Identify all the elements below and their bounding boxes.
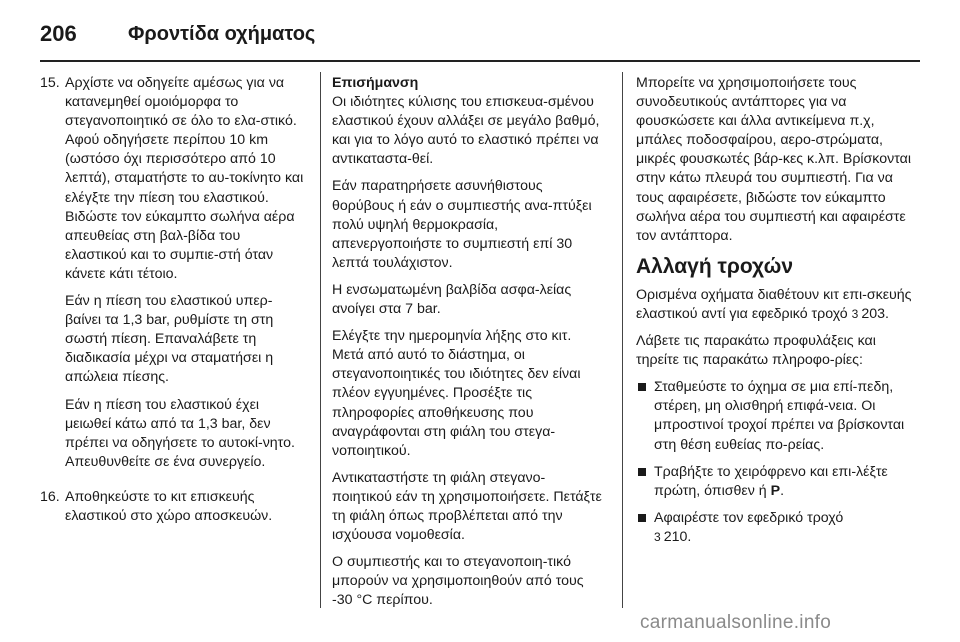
bullet-square-icon <box>638 514 646 522</box>
note-paragraph-2: Εάν παρατηρήσετε ασυνήθιστους θορύβους ή εάν ο συμπιεστής ανα-πτύξει πολύ υψηλή θερμοκρασία, απενεργοποιήστε το συμπιεστή επί 30 λεπτά τουλάχιστον. <box>332 178 592 271</box>
bullet-square-icon <box>638 468 646 476</box>
kit-paragraph <box>636 286 921 324</box>
note-paragraph-4: Ελέγξτε την ημερομηνία λήξης στο κιτ. Μετά από αυτό το διάστημα, οι στεγανοποιητικές του ιδιότητες δεν είναι πλέον εγγυημένες. Προσέξτε τις πληροφορίες αποθήκευσης που αναγράφονται στη φιάλη του στεγα-νοποιητικού. <box>332 328 581 459</box>
step-16-paragraph-1: Αποθηκεύστε το κιτ επισκευής ελαστικού στο χώρο αποσκευών. <box>65 488 273 524</box>
step-15-paragraph-2: Εάν η πίεση του ελαστικού υπερ-βαίνει τα 1,3 bar, ρυθμίστε τη στη σωστή πίεση. Επαναλάβετε τη διαδικασία μέχρι να σταματήσει η απώλεια πίεσης. <box>65 293 274 386</box>
column-1 <box>40 74 305 542</box>
step-15 <box>40 74 305 480</box>
step-15-paragraph-1: Αρχίστε να οδηγείτε αμέσως για να κατανεμηθεί ομοιόμορφα το στεγανοποιητικό σε όλο το ελα-στικό. Αφού οδηγήσετε περίπου 10 km (ωστόσο όχι περισσότερο από 10 λεπτά), σταματήστε το αυ-τοκίνητο και ελέγξτε την πίεση του ελαστικού. Βιδώστε τον εύκαμπτο σωλήνα αέρα απευθείας στη βαλ-βίδα του ελαστικού και το συμπιε-στή όταν κάνετε κάτι τέτοιο. <box>65 75 304 282</box>
bullet-square-icon <box>638 383 646 391</box>
page-number: 206 <box>40 21 77 46</box>
column-divider-2 <box>622 72 623 608</box>
step-number: 15. <box>40 75 60 91</box>
note-paragraph-5: Αντικαταστήστε τη φιάλη στεγανο-ποιητικού εάν τη χρησιμοποιήσετε. Πετάξτε τη φιάλη όπως προβλέπεται από την ισχύουσα νομοθεσία. <box>332 469 602 544</box>
page-ref-link[interactable]: 210. <box>663 528 692 545</box>
note-paragraph-6: Ο συμπιεστής και το στεγανοποιη-τικό μπορούν να χρησιμοποιηθούν από τους -30 °C περίπου. <box>332 554 584 609</box>
step-number: 16. <box>40 488 60 505</box>
column-divider-1 <box>320 72 321 608</box>
page-title: Φροντίδα οχήματος <box>128 22 316 45</box>
page-ref-icon: 3 <box>851 306 859 321</box>
page-ref-link[interactable]: 203. <box>861 305 889 322</box>
section-heading-wheel-change: Αλλαγή τροχών <box>636 254 794 278</box>
step-16 <box>40 488 305 534</box>
page-ref-icon: 3 <box>654 529 661 544</box>
gear-p-label: P <box>770 482 781 499</box>
kit-text: Ορισμένα οχήματα διαθέτουν κιτ επι-σκευής ελαστικού αντί για εφεδρικό τροχό <box>636 286 912 322</box>
list-item: Αφαιρέστε τον εφεδρικό τροχό 3 210. <box>636 509 921 547</box>
precautions-paragraph: Λάβετε τις παρακάτω προφυλάξεις και τηρείτε τις παρακάτω πληροφο-ρίες: <box>636 333 876 369</box>
list-item: Σταθμεύστε το όχημα σε μια επί-πεδη, στέρεη, μη ολισθηρή επιφά-νεια. Οι μπροστινοί τροχοί πρέπει να βρίσκονται στη θέση ευθείας πο-ρείας. <box>636 378 921 454</box>
note-title: Επισήμανση <box>332 75 419 91</box>
watermark: carmanualsonline.info <box>640 612 832 633</box>
header-divider <box>40 60 920 62</box>
page-header <box>40 14 920 54</box>
column-2 <box>332 74 604 618</box>
column-3 <box>636 74 921 555</box>
note-paragraph-1: Οι ιδιότητες κύλισης του επισκευα-σμένου ελαστικού έχουν αλλάξει σε μεγάλο βαθμό, και για το λόγο αυτό το ελαστικό πρέπει να αντικαταστα-θεί. <box>332 94 600 168</box>
precautions-list <box>636 378 921 547</box>
step-15-paragraph-3: Εάν η πίεση του ελαστικού έχει μειωθεί κάτω από τα 1,3 bar, δεν πρέπει να οδηγήσετε το αυτοκί-νητο. Απευθυνθείτε σε ένα συνεργείο. <box>65 396 295 470</box>
list-item: Τραβήξτε το χειρόφρενο και επι-λέξτε πρώτη, όπισθεν ή P. <box>636 463 921 501</box>
note-paragraph-3: Η ενσωματωμένη βαλβίδα ασφα-λείας ανοίγει στα 7 bar. <box>332 281 572 318</box>
adapter-paragraph: Μπορείτε να χρησιμοποιήσετε τους συνοδευτικούς αντάπτορες για να φουσκώσετε και άλλα αντικείμενα π.χ, μπάλες ποδοσφαίρου, αερο-στρώματα, μικρές φουσκωτές βάρ-κες κ.λπ. Βρίσκονται στην κάτω πλευρά του συμπιεστή. Για να τους αφαιρέσετε, βιδώστε τον εύκαμπτο σωλήνα αέρα του συμπιεστή και αφαιρέστε τον αντάπτορα. <box>636 75 911 244</box>
